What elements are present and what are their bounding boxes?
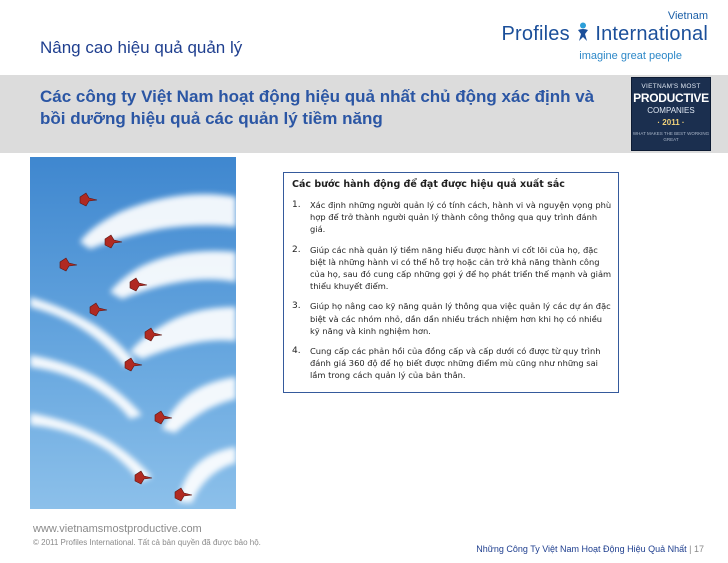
logo-brand [501,22,708,46]
step-number: 4. [292,346,301,357]
productive-companies-badge [631,77,711,151]
person-logo-icon [576,22,590,42]
page-number: 17 [693,544,704,554]
badge-line-5: WHAT MAKES THE BEST WORKING GREAT [632,131,710,142]
logo-country: Vietnam [667,10,708,22]
badge-line-4: · 2011 · [657,118,685,127]
footer-doc-title: Những Công Ty Việt Nam Hoạt Động Hiệu Quả Nhất [476,544,687,554]
badge-line-1: VIETNAM'S MOST [641,83,701,90]
badge-line-3: COMPANIES [647,106,695,115]
footer-separator: | [689,544,692,554]
step-text: Giúp họ nâng cao kỹ năng quản lý thông qua việc quản lý các dự án đặc biệt và các nhóm nhỏ, dần dần nhiều trách nhiệm hơn khi họ có nhiều kỹ năng và kinh nghiệm hơn. [310,301,611,336]
step-number: 2. [292,244,301,255]
profiles-international-logo [501,8,712,64]
list-item [290,300,612,337]
list-item [290,199,612,236]
action-steps-box [283,172,619,393]
page-title: Nâng cao hiệu quả quản lý [40,38,243,57]
logo-brand-right: International [595,23,708,45]
steps-list [290,199,612,382]
step-text: Xác định những người quản lý có tính cách, hành vi và nguyện vọng phù hợp để trở thành người quản lý thành công thông qua quy trình đánh giá. [310,200,612,235]
jets-formation-photo [30,157,236,509]
logo-brand-left: Profiles [501,23,570,45]
footer-copyright: © 2011 Profiles International. Tất cả bản quyền đã được bảo hộ. [33,538,261,547]
badge-line-2: PRODUCTIVE [633,91,709,105]
step-text: Cung cấp các phản hồi của đồng cấp và cấp dưới có được từ quy trình đánh giá 360 độ để họ biết được những điểm mù cũng như những sai lầm trong cách quản lý của bản thân. [310,346,601,381]
step-text: Giúp các nhà quản lý tiềm năng hiểu được hành vi cốt lõi của họ, đặc biệt là những hành vi có thể hỗ trợ hoặc cản trở khả năng thành công của họ, sau đó cung cấp những gợi ý để họ phát triển thế mạnh và giảm thiểu khuyết điểm. [310,244,612,292]
footer-website-link[interactable]: www.vietnamsmostproductive.com [33,523,202,535]
footer-document-info [476,544,704,554]
logo-tagline: imagine great people [579,50,682,62]
list-item [290,345,612,382]
list-item [290,244,612,293]
steps-title: Các bước hành động để đạt được hiệu quả xuất sắc [292,179,565,190]
step-number: 1. [292,200,301,210]
step-number: 3. [292,301,301,312]
headline: Các công ty Việt Nam hoạt động hiệu quả nhất chủ động xác định và bồi dưỡng hiệu quả các quản lý tiềm năng [40,87,595,128]
